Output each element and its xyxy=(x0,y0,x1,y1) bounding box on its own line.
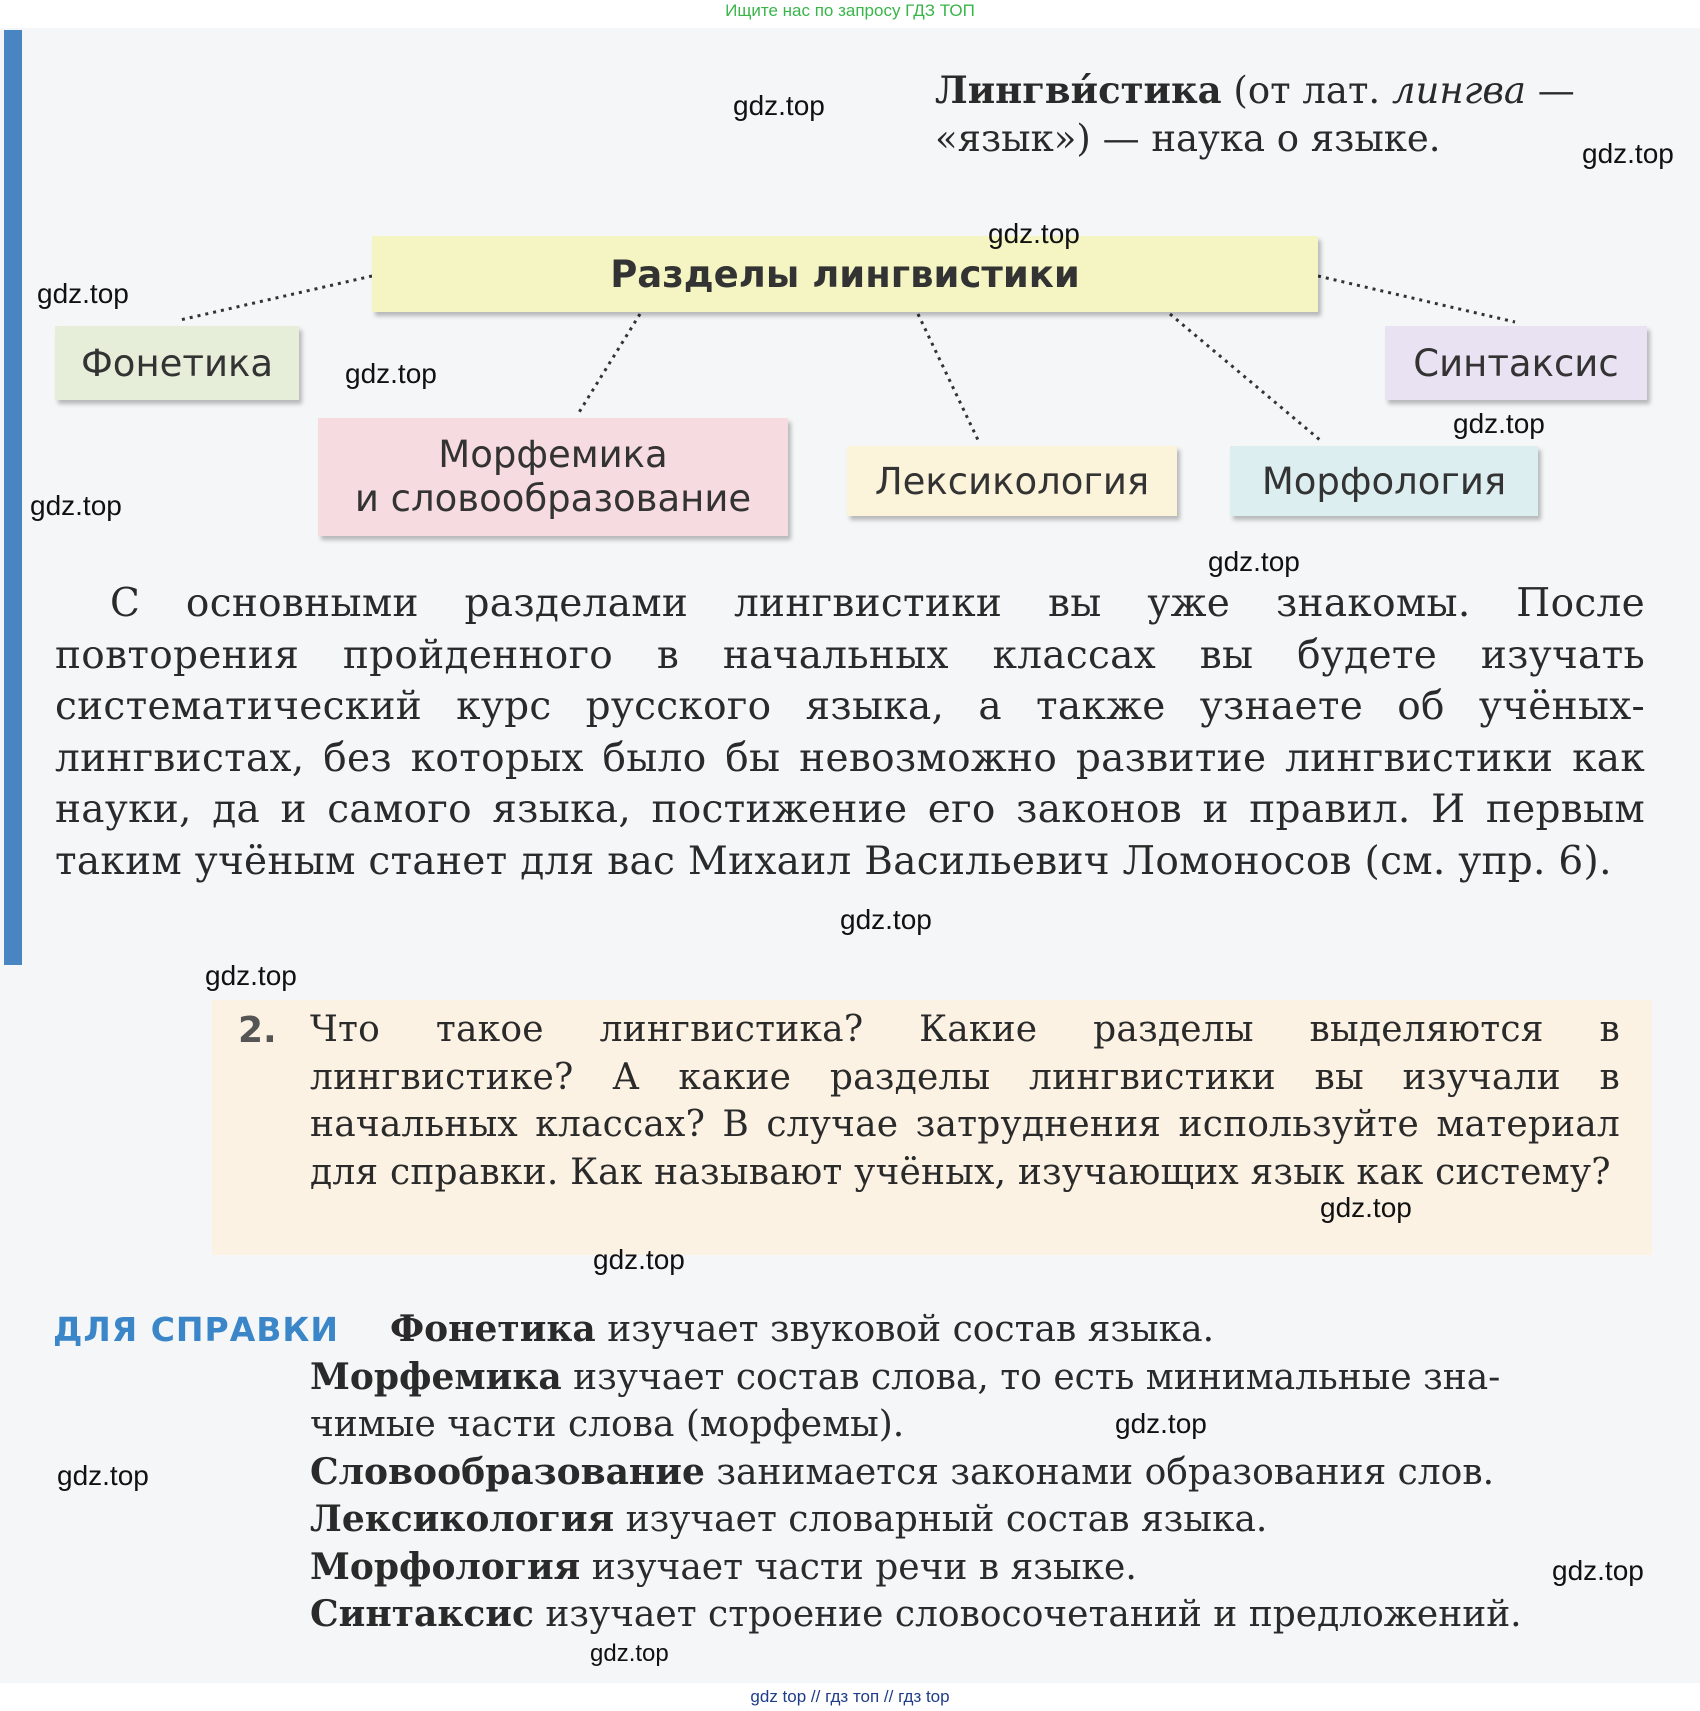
bottom-footer: gdz top // гдз топ // гдз top xyxy=(750,1687,950,1706)
watermark: gdz.top xyxy=(1115,1408,1207,1439)
reference-label: ДЛЯ СПРАВКИ xyxy=(53,1310,340,1349)
watermark: gdz.top xyxy=(345,358,437,389)
watermark: gdz.top xyxy=(1453,408,1545,439)
connector-morphemics xyxy=(578,314,640,414)
reference-desc: занимается законами образования слов. xyxy=(704,1451,1495,1493)
watermark: gdz.top xyxy=(30,490,122,521)
watermark: gdz.top xyxy=(988,218,1080,249)
watermark: gdz.top xyxy=(1552,1555,1644,1586)
connector-phonetics xyxy=(180,276,372,320)
watermark: gdz.top xyxy=(1320,1192,1412,1223)
reference-item xyxy=(310,1449,1650,1497)
connector-morphology xyxy=(1170,314,1320,440)
reference-desc: изучает строение словосочетаний и предложений. xyxy=(533,1594,1522,1635)
reference-term: Синтаксис xyxy=(310,1593,534,1635)
diagram-title-box: Разделы лингвистики xyxy=(372,236,1318,312)
definition-origin-suffix: — «язык») — наука о языке. xyxy=(935,69,1575,160)
diagram-lexicology-box: Лексикология xyxy=(847,446,1177,516)
definition-origin-word: лингва xyxy=(1391,69,1526,112)
watermark: gdz.top xyxy=(840,904,932,935)
diagram-syntax-box: Синтаксис xyxy=(1385,326,1647,400)
watermark: gdz.top xyxy=(57,1460,149,1491)
diagram-phonetics-box: Фонетика xyxy=(55,326,299,400)
diagram-morphemics-line2: и словообразование xyxy=(354,477,752,520)
reference-item xyxy=(310,1401,1650,1449)
reference-item xyxy=(390,1306,1650,1354)
reference-term: Лексикология xyxy=(310,1498,615,1540)
connector-syntax xyxy=(1318,276,1515,322)
watermark: gdz.top xyxy=(593,1244,685,1275)
connector-lexicology xyxy=(918,314,978,440)
diagram-morphemics-box xyxy=(318,418,788,536)
watermark: gdz.top xyxy=(590,1640,669,1667)
task-number: 2. xyxy=(238,1010,277,1051)
watermark: gdz.top xyxy=(1582,138,1674,169)
watermark: gdz.top xyxy=(1208,546,1300,577)
diagram-morphology-box: Морфология xyxy=(1230,446,1538,516)
reference-term: Фонетика xyxy=(390,1308,596,1350)
reference-desc: изучает словарный состав языка. xyxy=(614,1499,1268,1540)
main-paragraph: С основными разделами лингвистики вы уже знакомы. После повторения пройденного в начальных классах вы будете изучать систематический курс русского языка, а также узнаете об учёных-лингвистах, без которых было бы невозможно развитие лингвистики как науки, да и самого языка, постижение его законов и правил. И первым таким учёным станет для вас Михаил Васильевич Ломоносов (см. упр. 6). xyxy=(55,581,1645,884)
reference-desc: изучает состав слова, то есть минимальные зна- xyxy=(561,1356,1501,1398)
definition-origin-prefix: (от лат. xyxy=(1221,69,1392,112)
reference-item xyxy=(310,1354,1650,1402)
reference-desc: изучает части речи в языке. xyxy=(580,1546,1137,1588)
diagram-morphemics-line1: Морфемика xyxy=(438,433,668,476)
reference-item xyxy=(310,1591,1650,1639)
reference-item xyxy=(310,1496,1650,1544)
top-notice: Ищите нас по запросу ГДЗ ТОП xyxy=(725,1,975,20)
reference-term: Словообразование xyxy=(310,1450,705,1493)
task-text: Что такое лингвистика? Какие разделы выделяются в лингвистике? А какие разделы лингвистики вы изучали в начальных классах? В случае затруднения используйте материал для справки. Как называют учёных, изучающих язык как систему? xyxy=(310,1009,1620,1193)
reference-desc: чимые части слова (морфемы). xyxy=(310,1404,905,1445)
reference-term: Морфемика xyxy=(310,1355,562,1398)
reference-list xyxy=(310,1306,1650,1639)
watermark: gdz.top xyxy=(733,90,825,121)
watermark: gdz.top xyxy=(37,278,129,309)
watermark: gdz.top xyxy=(205,960,297,991)
reference-item xyxy=(310,1544,1650,1592)
reference-desc: изучает звуковой состав языка. xyxy=(595,1309,1215,1350)
definition-term: Лингви́стика xyxy=(935,68,1222,112)
reference-term: Морфология xyxy=(310,1545,581,1588)
